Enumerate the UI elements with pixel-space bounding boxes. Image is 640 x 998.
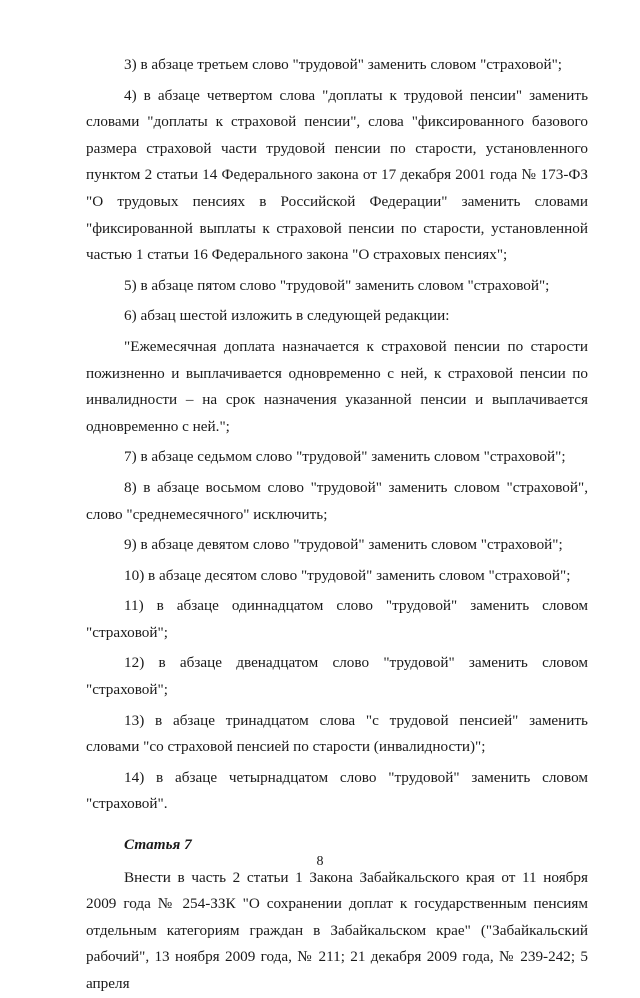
amendment-paragraph-8: 8) в абзаце восьмом слово "трудовой" заменить словом "страховой", слово "среднемесячного" исключить; <box>86 478 588 523</box>
page-number: 8 <box>316 854 324 869</box>
quoted-new-text: "Ежемесячная доплата назначается к страховой пенсии по старости пожизненно и выплачивается одновременно с ней, к страховой пенсии по инвалидности – на срок назначения указанной пенсии и выплачивается одновременно с ней."; <box>86 337 588 435</box>
amendment-paragraph-12: 12) в абзаце двенадцатом слово "трудовой" заменить словом "страховой"; <box>86 654 588 699</box>
article-7-text: Внести в часть 2 статьи 1 Закона Забайкальского края от 11 ноября 2009 года № 254-ЗЗК "О сохранении доплат к государственным пенсиям отдельным категориям граждан в Забайкальском крае" ("Забайкальский рабочий", 13 ноября 2009 года, № 211; 21 декабря 2009 года, № 239-242; 5 апреля <box>86 868 588 992</box>
amendment-paragraph-4: 4) в абзаце четвертом слова "доплаты к трудовой пенсии" заменить словами "доплаты к страховой пенсии", слова "фиксированного базового размера страховой части трудовой пенсии по старости, установленного пунктом 2 статьи 14 Федерального закона от 17 декабря 2001 года № 173-ФЗ "О трудовых пенсиях в Российской Федерации" заменить словами "фиксированной выплаты к страховой пенсии по старости, установленной частью 1 статьи 16 Федерального закона "О страховых пенсиях"; <box>86 86 588 264</box>
amendment-paragraph-11: 11) в абзаце одиннадцатом слово "трудовой" заменить словом "страховой"; <box>86 597 588 641</box>
amendment-paragraph-14: 14) в абзаце четырнадцатом слово "трудовой" заменить словом "страховой". <box>86 768 588 813</box>
amendment-paragraph-5: 5) в абзаце пятом слово "трудовой" заменить словом "страховой"; <box>124 276 550 294</box>
amendment-paragraph-13: 13) в абзаце тринадцатом слова "с трудовой пенсией" заменить словами "со страховой пенсией по старости (инвалидности)"; <box>86 711 588 756</box>
amendment-paragraph-10: 10) в абзаце десятом слово "трудовой" заменить словом "страховой"; <box>124 566 571 584</box>
amendment-paragraph-6: 6) абзац шестой изложить в следующей редакции: <box>124 307 450 325</box>
article-heading: Статья 7 <box>124 836 192 854</box>
amendment-paragraph-3: 3) в абзаце третьем слово "трудовой" заменить словом "страховой"; <box>124 56 563 73</box>
amendment-paragraph-7: 7) в абзаце седьмом слово "трудовой" заменить словом "страховой"; <box>124 448 566 466</box>
amendment-paragraph-9: 9) в абзаце девятом слово "трудовой" заменить словом "страховой"; <box>124 536 563 554</box>
